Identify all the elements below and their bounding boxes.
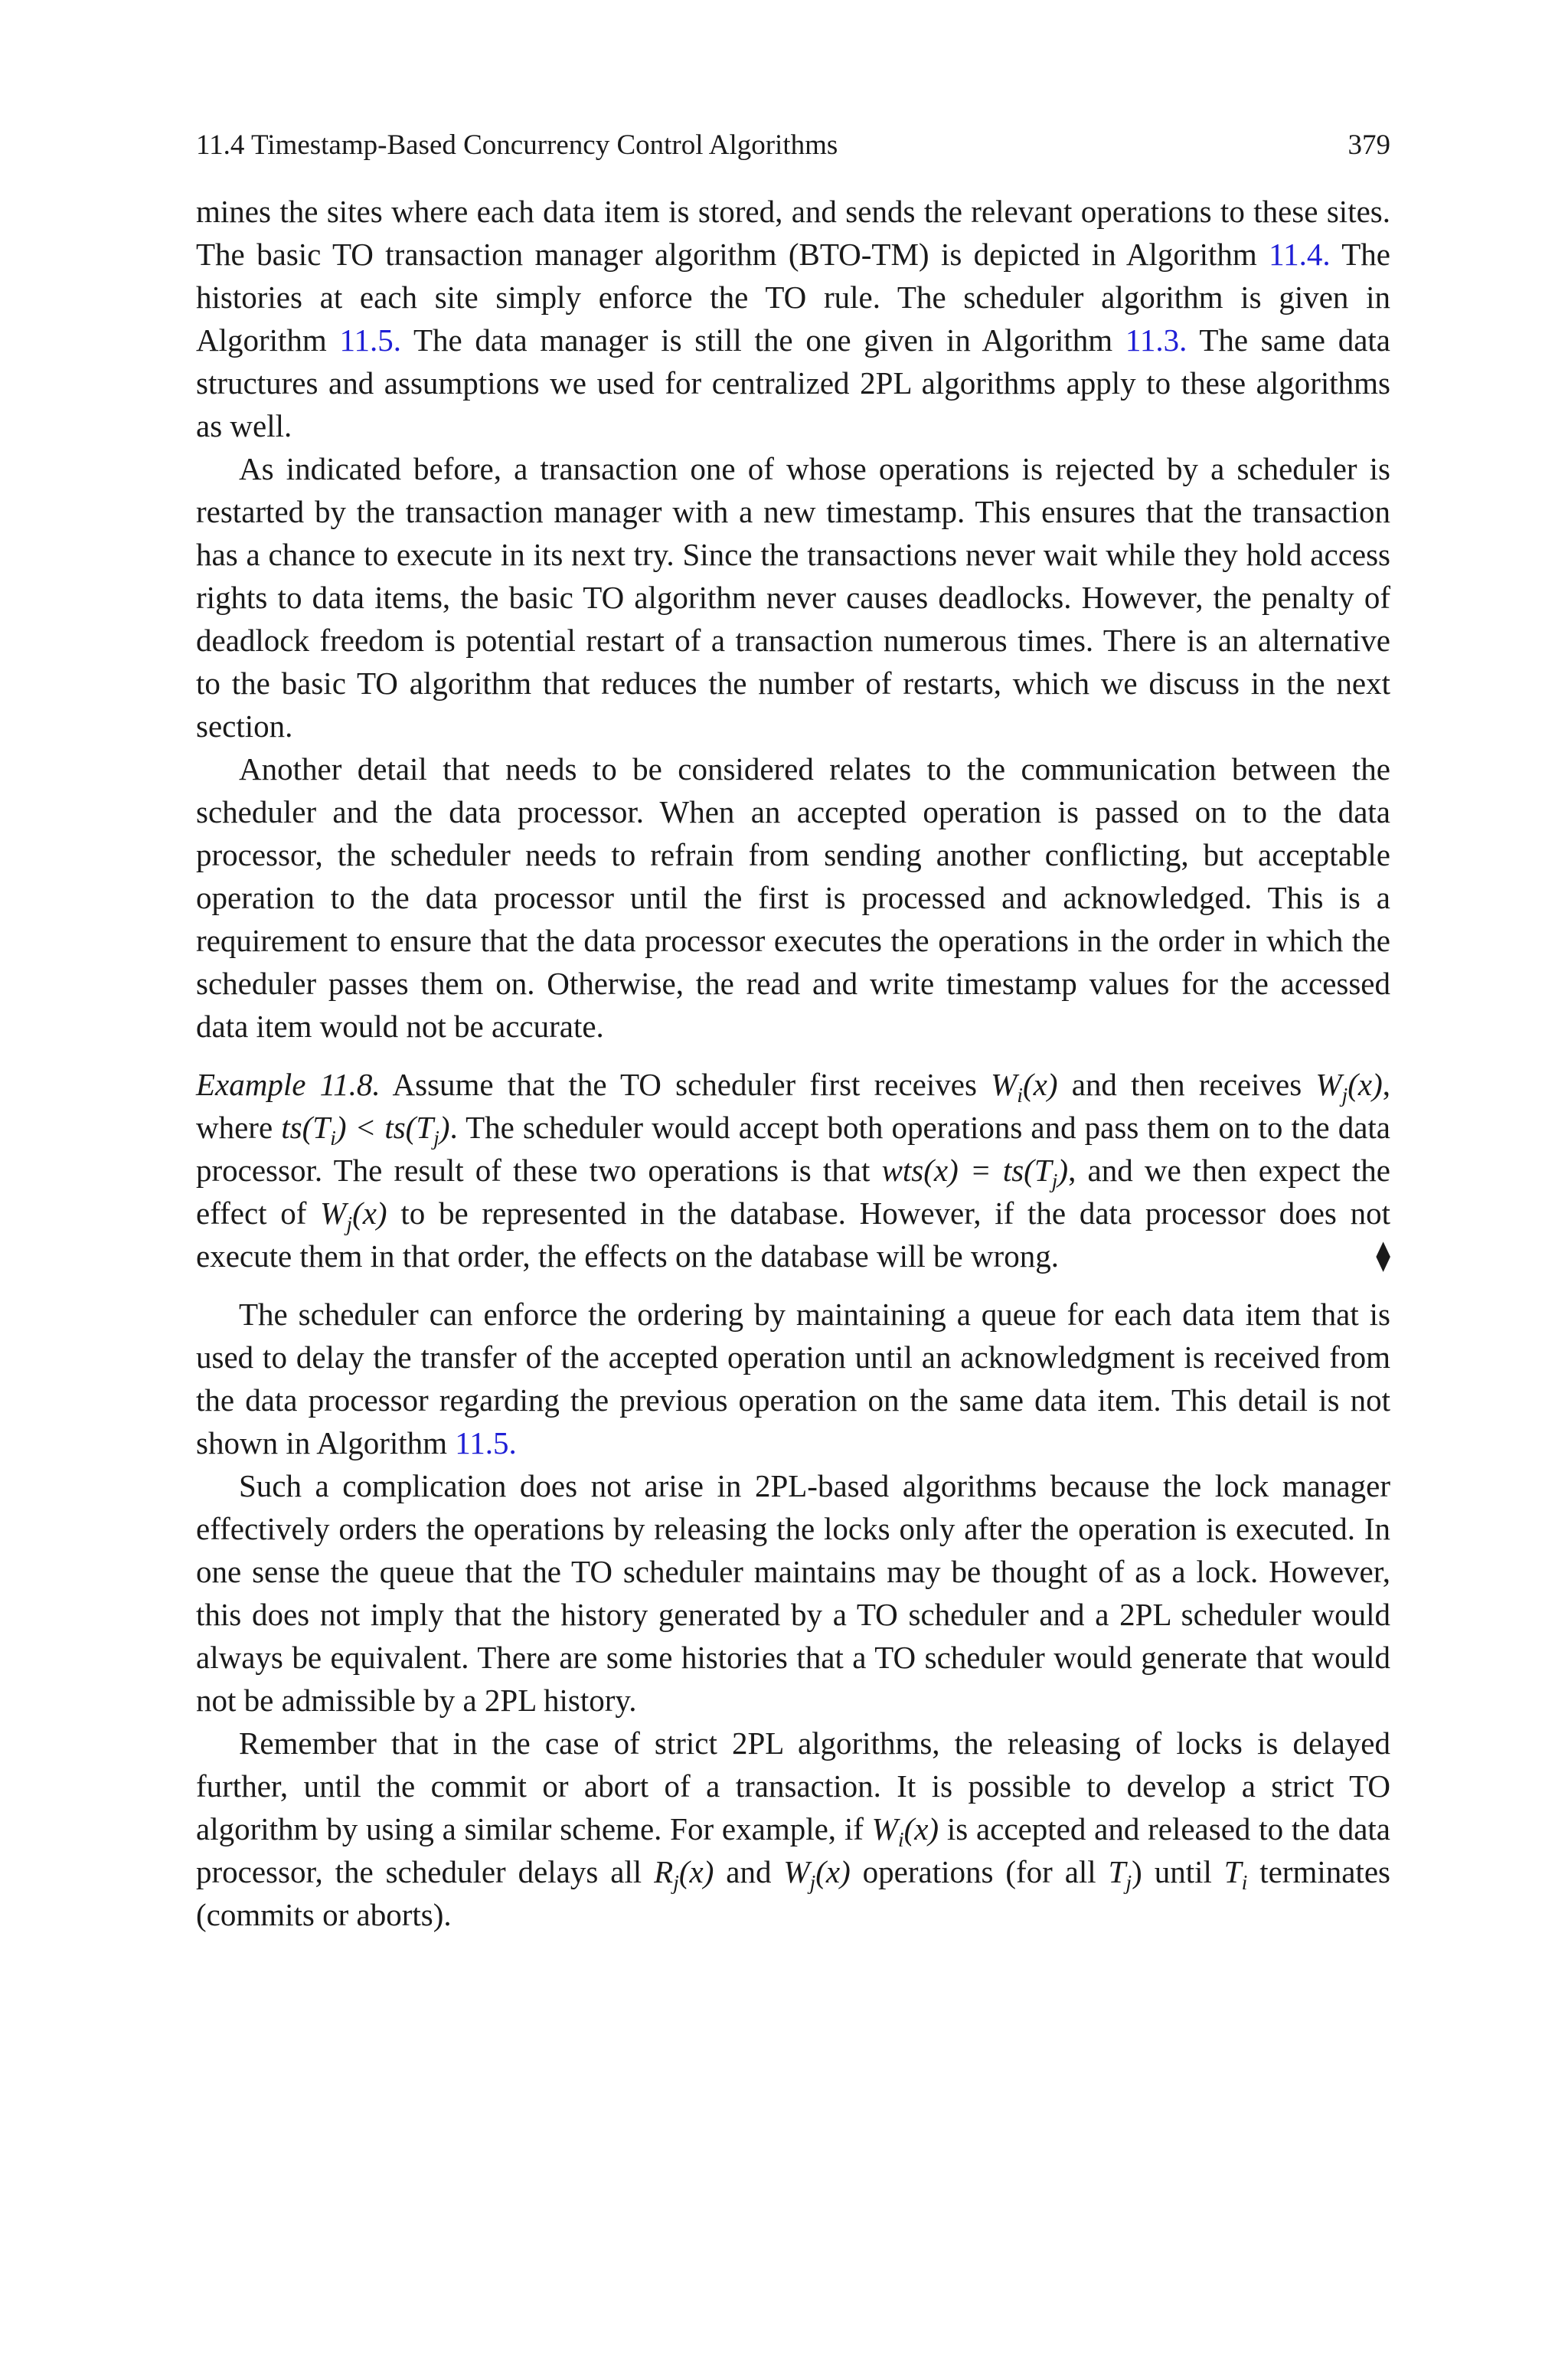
paragraph-4: The scheduler can enforce the ordering by maintaining a queue for each data item that is used to delay the transfer of the accepted operation until an acknowledgment is received from the data processor regarding the previous operation on the same data item. This detail is not shown in Algorithm 11.5. xyxy=(196,1297,1390,1460)
paragraph-5: Such a complication does not arise in 2PL-based algorithms because the lock manager effectively orders the operations by releasing the locks only after the operation is executed. In one sense the queue that the TO scheduler maintains may be thought of as a lock. However, this does not imply that the history generated by a TO scheduler and a 2PL scheduler would always be equivalent. There are some histories that a TO scheduler would generate that would not be admissible by a 2PL history. xyxy=(196,1468,1390,1718)
page xyxy=(196,123,1390,1936)
math-wi-x: $W_i(x)$ xyxy=(991,1067,1058,1108)
math-wj-x-2: $W_j(x)$ xyxy=(320,1196,387,1237)
example-11-8: Example 11.8. Assume that the TO scheduler first receives $W_i(x)$ and then receives $W_j(x)$, where $ts(T_i) < ts(T_j)$. The scheduler would accept both operations and pass them on to the data processor. The result of these two operations is that $wts(x) = ts(T_j)$, and we then expect the effect of $W_j(x)$ to be represented in the database. However, if the data processor does not execute them in that order, the effects on the database will be wrong. ⧫ xyxy=(196,1063,1390,1277)
paragraph-6: Remember that in the case of strict 2PL algorithms, the releasing of locks is delayed further, until the commit or abort of a transaction. It is possible to develop a strict TO algorithm by using a similar scheme. For example, if $W_i(x)$ is accepted and released to the data processor, the scheduler delays all $R_j(x)$ and $W_j(x)$ operations (for all $T_j$) until $T_i$ terminates (commits or aborts). xyxy=(196,1725,1391,1932)
paragraph-1: mines the sites where each data item is stored, and sends the relevant operations to these sites. The basic TO transaction manager algorithm (BTO-TM) is depicted in Algorithm 11.4. The histories at each site simply enforce the TO rule. The scheduler algorithm is given in Algorithm 11.5. The data manager is still the one given in Algorithm 11.3. The same data structures and assumptions we used for centralized 2PL algorithms apply to these algorithms as well. xyxy=(196,194,1390,443)
running-header xyxy=(196,123,1390,168)
page-number: 379 xyxy=(1348,129,1390,161)
end-of-example-icon: ⧫ xyxy=(1376,1240,1390,1272)
math-tj: $T_j$ xyxy=(1108,1854,1132,1896)
math-ti: $T_i$ xyxy=(1223,1854,1248,1896)
body-text xyxy=(196,190,1390,1936)
math-rj-x: $R_j(x)$ xyxy=(654,1854,714,1896)
link-algorithm-11-5-b[interactable]: 11.5. xyxy=(455,1425,517,1460)
paragraph-3: Another detail that needs to be considered relates to the communication between the scheduler and the data processor. When an accepted operation is passed on to the data processor, the scheduler needs to refrain from sending another conflicting, but acceptable operation to the data processor until the first is processed and acknowledged. This is a requirement to ensure that the data processor executes the operations in the order in which the scheduler passes them on. Otherwise, the read and write timestamp values for the accessed data item would not be accurate. xyxy=(196,751,1390,1044)
link-algorithm-11-5[interactable]: 11.5. xyxy=(339,322,402,358)
math-wts-eq: $wts(x) = ts(T_j)$ xyxy=(881,1153,1069,1194)
math-wi-x-2: $W_i(x)$ xyxy=(871,1811,939,1853)
math-ts-inequality: $ts(T_i) < ts(T_j)$ xyxy=(281,1110,450,1151)
section-title: 11.4 Timestamp-Based Concurrency Control Algorithms xyxy=(196,129,838,161)
math-wj-x-3: $W_j(x)$ xyxy=(783,1854,851,1896)
link-algorithm-11-3[interactable]: 11.3. xyxy=(1125,322,1187,358)
paragraph-2: As indicated before, a transaction one of whose operations is rejected by a scheduler is restarted by the transaction manager with a new timestamp. This ensures that the transaction has a chance to execute in its next try. Since the transactions never wait while they hold access rights to data items, the basic TO algorithm never causes deadlocks. However, the penalty of deadlock freedom is potential restart of a transaction numerous times. There is an alternative to the basic TO algorithm that reduces the number of restarts, which we discuss in the next section. xyxy=(196,451,1390,744)
math-wj-x: $W_j(x)$ xyxy=(1315,1067,1383,1108)
link-algorithm-11-4[interactable]: 11.4. xyxy=(1269,237,1331,272)
example-label: Example 11.8. xyxy=(196,1067,381,1102)
